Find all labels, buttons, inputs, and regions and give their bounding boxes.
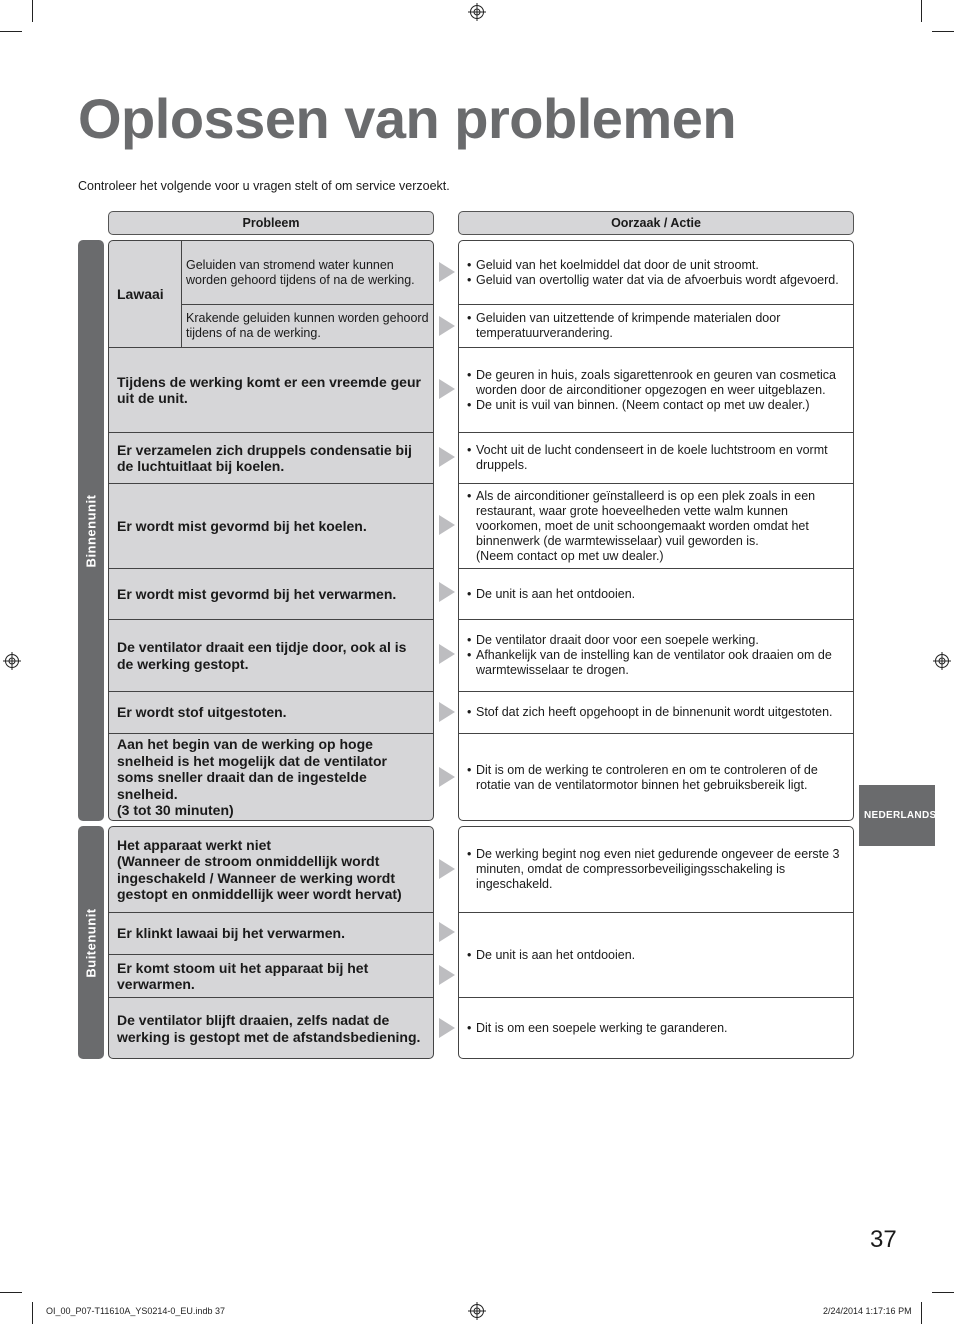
action-cell bbox=[459, 569, 854, 619]
intro-text: Controleer het volgende voor u vragen stelt of om service verzoekt. bbox=[78, 179, 450, 193]
crop-mark bbox=[0, 1292, 22, 1293]
action-cell bbox=[459, 241, 854, 304]
crop-mark bbox=[921, 1302, 922, 1324]
group-indoor-text: Binnenunit bbox=[83, 494, 99, 567]
problem-text: Er wordt mist gevormd bij het koelen. bbox=[117, 517, 367, 534]
action-item: • De unit is vuil van binnen. (Neem contact op met uw dealer.) bbox=[467, 398, 846, 413]
arrow-right-icon bbox=[439, 767, 455, 787]
problem-text: De ventilator draait een tijdje door, ook al is de werking gestopt. bbox=[117, 639, 407, 672]
arrow-right-icon bbox=[439, 316, 455, 336]
problem-note: (3 tot 30 minuten) bbox=[117, 802, 234, 819]
action-cell bbox=[459, 827, 854, 912]
action-item: • Als de airconditioner geïnstalleerd is op een plek zoals in een restaurant, waar grote hoeveelheden vette walm kunnen voorkomen, moet de unit schoongemaakt worden omdat het binnenwerk (de warmtewisselaar) vuil geworden is. bbox=[467, 489, 846, 549]
action-cell bbox=[459, 620, 854, 691]
crop-mark bbox=[32, 0, 33, 22]
action-cell bbox=[459, 305, 854, 347]
arrow-right-icon bbox=[439, 922, 455, 942]
arrow-right-icon bbox=[439, 644, 455, 664]
action-item: • Geluiden van uitzettende of krimpende materialen door temperatuurverandering. bbox=[467, 311, 846, 341]
problem-lawaai-label: Lawaai bbox=[117, 285, 164, 302]
action-item: • Dit is om een soepele werking te garanderen. bbox=[467, 1021, 728, 1036]
arrow-right-icon bbox=[439, 965, 455, 985]
arrow-right-icon bbox=[439, 582, 455, 602]
header-problem: Probleem bbox=[108, 211, 434, 235]
problem-text: Geluiden van stromend water kunnen worden gehoord tijdens of na de werking. bbox=[186, 257, 415, 287]
action-note: (Neem contact op met uw dealer.) bbox=[476, 548, 664, 563]
registration-mark-icon bbox=[468, 1302, 486, 1320]
language-tab: NEDERLANDS bbox=[859, 785, 935, 846]
problem-text: Er wordt mist gevormd bij het verwarmen. bbox=[117, 585, 397, 602]
arrow-right-icon bbox=[439, 379, 455, 399]
group-outdoor-label bbox=[78, 826, 104, 1059]
footer-file: OI_00_P07-T11610A_YS0214-0_EU.indb 37 bbox=[46, 1306, 225, 1316]
problem-text: Aan het begin van de werking op hoge snelheid is het mogelijk dat de ventilator soms sneller draait dan de ingestelde snelheid. bbox=[117, 736, 387, 802]
arrow-right-icon bbox=[439, 447, 455, 467]
action-item: • De geuren in huis, zoals sigarettenrook en geuren van cosmetica worden door de airconditioner opgezogen en weer uitgeblazen. bbox=[467, 368, 846, 398]
crop-mark bbox=[32, 1302, 33, 1324]
problem-text: Tijdens de werking komt er een vreemde geur uit de unit. bbox=[117, 373, 421, 406]
problem-text: Er klinkt lawaai bij het verwarmen. bbox=[117, 925, 345, 942]
crop-mark bbox=[0, 31, 22, 32]
arrow-right-icon bbox=[439, 515, 455, 535]
action-item: • De unit is aan het ontdooien. bbox=[467, 587, 635, 602]
group-outdoor-text: Buitenunit bbox=[83, 907, 99, 978]
footer-date: 2/24/2014 1:17:16 PM bbox=[823, 1306, 912, 1316]
action-item: • Geluid van het koelmiddel dat door de unit stroomt. bbox=[467, 258, 839, 273]
action-cell bbox=[459, 433, 854, 483]
action-item: • Afhankelijk van de instelling kan de ventilator ook draaien om de warmtewisselaar te drogen. bbox=[467, 648, 846, 678]
action-item: • De unit is aan het ontdooien. bbox=[467, 948, 635, 963]
action-item: • Geluid van overtollig water dat via de afvoerbuis wordt afgevoerd. bbox=[467, 273, 839, 288]
outdoor-action-panel bbox=[458, 826, 854, 1059]
indoor-action-panel bbox=[458, 240, 854, 821]
crop-mark bbox=[921, 0, 922, 22]
action-cell bbox=[459, 484, 854, 568]
action-cell bbox=[459, 692, 854, 733]
action-cell bbox=[459, 998, 854, 1059]
action-item: • Vocht uit de lucht condenseert in de koele luchtstroom en vormt druppels. bbox=[467, 443, 846, 473]
problem-text: De ventilator blijft draaien, zelfs nadat de werking is gestopt met de afstandsbediening. bbox=[117, 1012, 421, 1045]
problem-text: Er wordt stof uitgestoten. bbox=[117, 704, 287, 721]
header-action: Oorzaak / Actie bbox=[458, 211, 854, 235]
problem-text: Krakende geluiden kunnen worden gehoord tijdens of na de werking. bbox=[186, 311, 429, 340]
action-cell bbox=[459, 348, 854, 432]
arrow-right-icon bbox=[439, 859, 455, 879]
action-item: • Dit is om de werking te controleren en om te controleren of de rotatie van de ventilatormotor binnen het gebruiksbereik ligt. bbox=[467, 763, 846, 793]
problem-cell bbox=[109, 734, 434, 821]
group-indoor-label bbox=[78, 240, 104, 821]
registration-mark-icon bbox=[933, 652, 951, 670]
problem-cell bbox=[109, 827, 434, 912]
problem-text: Er komt stoom uit het apparaat bij het verwarmen. bbox=[117, 959, 369, 992]
action-item: • De ventilator draait door voor een soepele werking. bbox=[467, 633, 846, 648]
registration-mark-icon bbox=[3, 652, 21, 670]
arrow-right-icon bbox=[439, 1018, 455, 1038]
arrow-right-icon bbox=[439, 702, 455, 722]
arrow-right-icon bbox=[439, 262, 455, 282]
registration-mark-icon bbox=[468, 3, 486, 21]
action-cell bbox=[459, 734, 854, 821]
action-item: • Stof dat zich heeft opgehoopt in de binnenunit wordt uitgestoten. bbox=[467, 705, 833, 720]
indoor-problem-panel bbox=[108, 240, 434, 821]
problem-text: Er verzamelen zich druppels condensatie bij de luchtuitlaat bij koelen. bbox=[117, 441, 412, 474]
page-title: Oplossen van problemen bbox=[78, 87, 737, 150]
action-cell bbox=[459, 913, 854, 997]
problem-text: Het apparaat werkt niet bbox=[117, 836, 272, 853]
crop-mark bbox=[932, 1292, 954, 1293]
outdoor-problem-panel bbox=[108, 826, 434, 1059]
problem-note: (Wanneer de stroom onmiddellijk wordt ingeschakeld / Wanneer de werking wordt gestopt en onmiddellijk weer wordt hervat) bbox=[117, 853, 402, 902]
crop-mark bbox=[932, 31, 954, 32]
page-number: 37 bbox=[870, 1226, 897, 1253]
action-item: • De werking begint nog even niet gedurende ongeveer de eerste 3 minuten, omdat de compressorbeveiligingsschakeling is ingeschakeld. bbox=[467, 847, 846, 892]
